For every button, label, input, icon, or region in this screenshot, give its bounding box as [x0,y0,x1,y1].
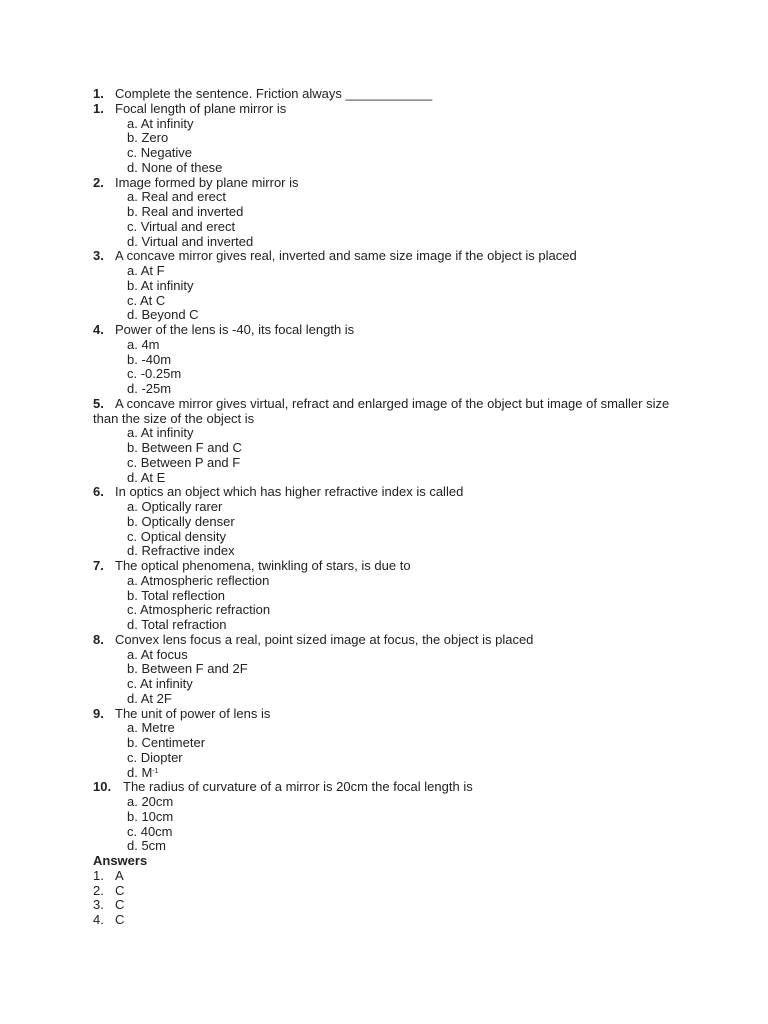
question-number: 8. [93,631,104,647]
option: c. -0.25m [127,366,182,382]
option-text: d. M [127,764,153,780]
option: b. Between F and 2F [127,661,248,677]
option: a. At focus [127,646,188,662]
answer-value: C [115,912,125,927]
question-text: Convex lens focus a real, point sized image at focus, the object is placed [115,631,534,647]
question-number: 5. [93,395,104,411]
option: b. Zero [127,130,169,146]
question-number: 4. [93,322,104,337]
option: d. -25m [127,381,172,396]
answer-item [93,898,678,913]
option: b. Real and inverted [127,204,244,219]
answer-number: 4. [93,912,104,927]
option: c. At C [127,292,166,308]
answer-item [93,913,678,928]
option: d. At E [127,469,166,485]
question-text: Focal length of plane mirror is [115,100,287,116]
answer-item [93,869,678,884]
option: d. None of these [127,159,223,175]
option: a. Metre [127,720,175,736]
intro-question [93,87,678,102]
question-number: 7. [93,558,104,573]
question-text: Power of the lens is -40, its focal length is [115,322,355,337]
option: d. Virtual and inverted [127,233,254,249]
question-3 [93,249,678,264]
option: b. Optically denser [127,513,235,529]
question-8 [93,633,678,648]
question-number: 1. [93,86,104,101]
question-7 [93,559,678,574]
option: b. Total reflection [127,587,226,603]
option: d. 5cm [127,838,167,854]
question-number: 9. [93,705,104,721]
question-number: 2. [93,174,104,190]
question-number: 1. [93,100,104,116]
option: c. 40cm [127,823,173,839]
option: a. At F [127,263,165,278]
option: d. Total refraction [127,617,227,632]
question-number: 6. [93,484,104,500]
answer-value: C [115,882,125,898]
question-6 [93,485,678,500]
answer-number: 2. [93,882,104,898]
option: c. Diopter [127,749,183,765]
question-1 [93,102,678,117]
question-text: The optical phenomena, twinkling of stars, is due to [115,558,411,573]
answers-heading: Answers [93,853,148,868]
answer-value: C [115,897,125,913]
option: b. 10cm [127,808,174,824]
question-text: Complete the sentence. Friction always ____________ [115,86,433,101]
option: c. Virtual and erect [127,218,236,234]
answer-value: A [115,867,124,883]
question-10 [93,780,678,795]
option: a. Real and erect [127,189,227,205]
answer-number: 1. [93,867,104,883]
option: c. Negative [127,145,193,160]
option: b. Centimeter [127,735,206,750]
question-text: The radius of curvature of a mirror is 20cm the focal length is [123,779,473,795]
option: a. 4m [127,336,160,352]
question-number: 3. [93,248,104,264]
question-text: A concave mirror gives virtual, refract and enlarged image of the object but image of smaller size than the size of the object is [93,395,670,426]
question-text: A concave mirror gives real, inverted and same size image if the object is placed [115,248,577,264]
option: d. Beyond C [127,307,199,323]
option: d. At 2F [127,690,172,706]
option: a. Atmospheric reflection [127,572,270,588]
option: c. Atmospheric refraction [127,602,271,618]
question-number: 10. [93,779,112,795]
option: d. Refractive index [127,543,235,559]
answer-item [93,884,678,899]
answer-number: 3. [93,897,104,913]
question-text: In optics an object which has higher refractive index is called [115,484,464,500]
option: b. -40m [127,351,172,367]
question-2 [93,176,678,191]
question-5 [93,397,678,427]
option: a. At infinity [127,425,194,441]
question-text: The unit of power of lens is [115,705,271,721]
option: a. 20cm [127,794,174,809]
question-9 [93,707,678,722]
option-with-superscript [93,766,678,781]
option: b. At infinity [127,277,194,293]
option: a. Optically rarer [127,499,223,514]
question-4 [93,323,678,338]
superscript-exponent: -1 [152,767,159,775]
option: c. At infinity [127,676,193,691]
question-text: Image formed by plane mirror is [115,174,299,190]
option: a. At infinity [127,115,194,131]
option: c. Between P and F [127,454,241,470]
option: c. Optical density [127,528,226,544]
option: b. Between F and C [127,440,242,455]
